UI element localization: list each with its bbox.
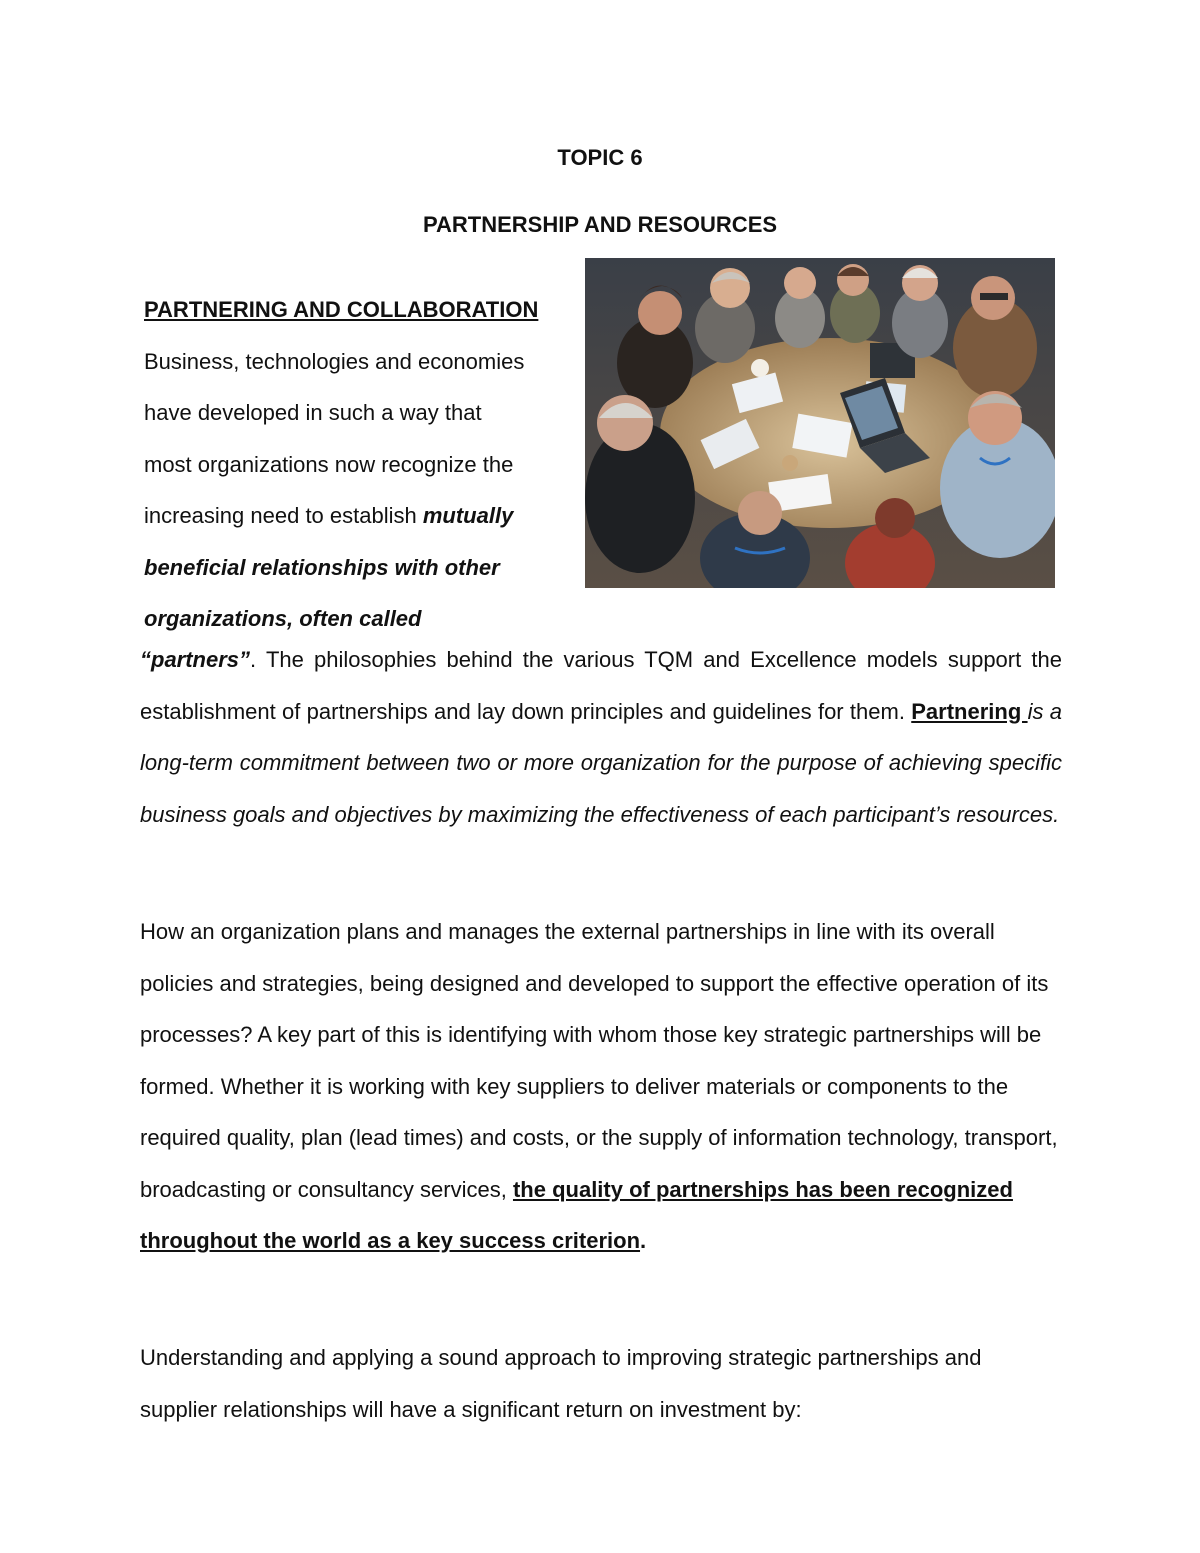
- paragraph-end-period: .: [640, 1228, 647, 1253]
- paragraph-external-partnerships: [140, 906, 1062, 1267]
- paragraph-return-on-investment: Understanding and applying a sound approach to improving strategic partnerships and supplier relationships will have a significant return on investment by:: [140, 1345, 982, 1422]
- meeting-photo: [585, 258, 1055, 588]
- paragraph-partnering-definition: [140, 634, 1062, 840]
- intro-line-3: most organizations now recognize the: [144, 451, 514, 477]
- intro-line-6: organizations, often called: [144, 606, 422, 631]
- page-title: PARTNERSHIP AND RESOURCES: [422, 212, 778, 237]
- partners-quote: “partners”: [140, 647, 251, 672]
- intro-line-4-text: increasing need to establish: [144, 503, 423, 528]
- intro-line-2: have developed in such a way that: [144, 400, 482, 425]
- key-success-emphasis: the quality of partnerships has been recognized throughout the world as a key success criterion: [140, 1176, 1013, 1253]
- section-heading: PARTNERING AND COLLABORATION: [144, 297, 539, 322]
- partnering-term: Partnering: [911, 698, 1028, 724]
- philosophies-text: . The philosophies behind the various TQM and Excellence models support the establishment of partnerships and lay down principles and guidelines for them.: [140, 647, 1062, 724]
- intro-line-1: Business, technologies and economies: [144, 348, 525, 374]
- intro-line-4: [144, 490, 574, 542]
- topic-number: TOPIC 6: [557, 145, 643, 170]
- partnering-definition: is a long-term commitment between two or more organization for the purpose of achieving specific business goals and objectives by maximizing the effectiveness of each participant’s resources.: [140, 698, 1062, 827]
- intro-column: [144, 284, 574, 645]
- intro-line-5: beneficial relationships with other: [144, 554, 500, 580]
- intro-emphasis-mutually: mutually: [422, 503, 514, 528]
- external-partnerships-text: How an organization plans and manages the external partnerships in line with its overall policies and strategies, being designed and developed to support the effective operation of its processes? A key part of this is identifying with whom those key strategic partnerships will be formed. Whether it is working with key suppliers to deliver materials or components to the required quality, plan (lead times) and costs, or the supply of information technology, transport, broadcasting or consultancy services,: [140, 919, 1058, 1202]
